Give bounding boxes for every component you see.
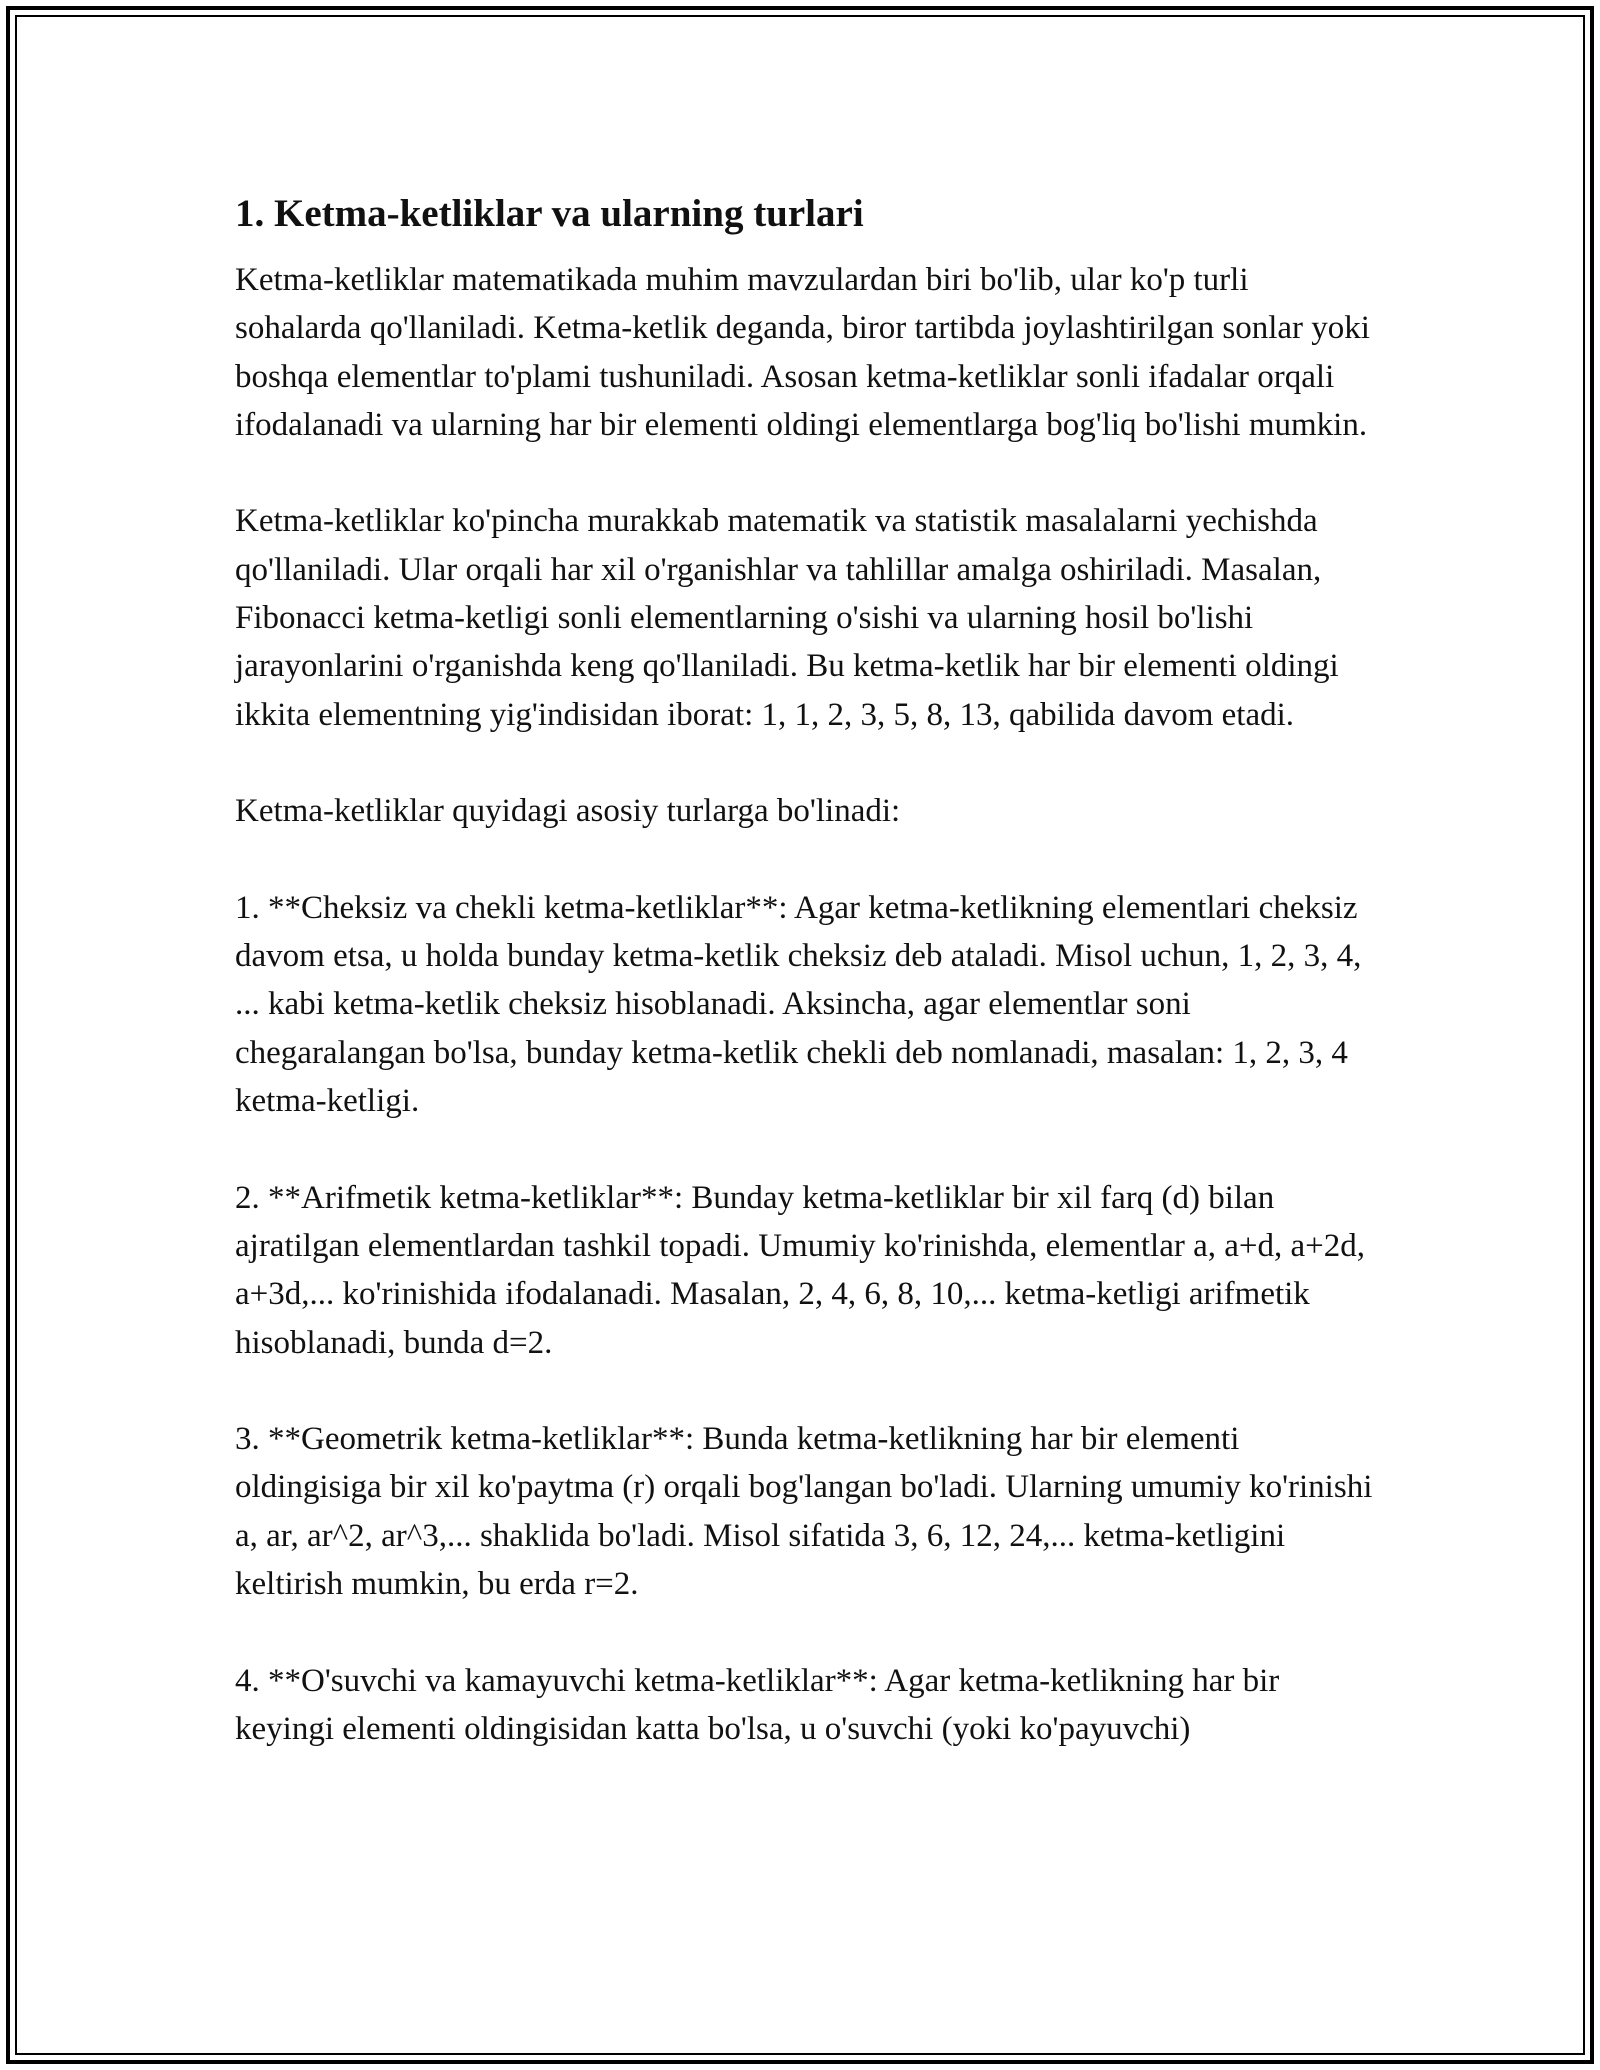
paragraph-intro: Ketma-ketliklar matematikada muhim mavzulardan biri bo'lib, ular ko'p turli sohalarda qo'llaniladi. Ketma-ketlik deganda, biror tartibda joylashtirilgan sonlar yoki boshqa elementlar to'plami tushuniladi. Asosan ketma-ketliklar sonli ifadalar orqali ifodalanadi va ularning har bir elementi oldingi elementlarga bog'liq bo'lishi mumkin. (235, 262, 1370, 443)
list-item-arithmetic: 2. **Arifmetik ketma-ketliklar**: Bunday ketma-ketliklar bir xil farq (d) bilan ajratilgan elementlardan tashkil topadi. Umumiy ko'rinishda, elementlar a, a+d, a+2d, a+3d,... ko'rinishida ifodalanadi. Masalan, 2, 4, 6, 8, 10,... ketma-ketligi arifmetik hisoblanadi, bunda d=2. (235, 1179, 1365, 1361)
paragraph-fibonacci: Ketma-ketliklar ko'pincha murakkab matematik va statistik masalalarni yechishda qo'llaniladi. Ular orqali har xil o'rganishlar va tahlillar amalga oshiriladi. Masalan, Fibonacci ketma-ketligi sonli elementlarning o'sishi va ularning hosil bo'lishi jarayonlarini o'rganishda keng qo'llaniladi. Bu ketma-ketlik har bir elementi oldingi ikkita elementning yig'indisidan iborat: 1, 1, 2, 3, 5, 8, 13, qabilida davom etadi. (235, 503, 1339, 733)
paragraph-types-lead: Ketma-ketliklar quyidagi asosiy turlarga bo'linadi: (235, 793, 901, 830)
list-item-infinite-finite: 1. **Cheksiz va chekli ketma-ketliklar**: Agar ketma-ketlikning elementlari cheksiz davom etsa, u holda bunday ketma-ketlik cheksiz deb ataladi. Misol uchun, 1, 2, 3, 4, ... kabi ketma-ketlik cheksiz hisoblanadi. Aksincha, agar elementlar soni chegaralangan bo'lsa, bunday ketma-ketlik chekli deb nomlanadi, masalan: 1, 2, 3, 4 ketma-ketligi. (235, 889, 1362, 1120)
list-item-increasing-decreasing: 4. **O'suvchi va kamayuvchi ketma-ketliklar**: Agar ketma-ketlikning har bir keyingi elementi oldingisidan katta bo'lsa, u o'suvchi (yoki ko'payuvchi) (235, 1662, 1280, 1747)
list-item-geometric: 3. **Geometrik ketma-ketliklar**: Bunda ketma-ketlikning har bir elementi oldingisiga bir xil ko'paytma (r) orqali bog'langan bo'ladi. Ularning umumiy ko'rinishi a, ar, ar^2, ar^3,... shaklida bo'ladi. Misol sifatida 3, 6, 12, 24,... ketma-ketligini keltirish mumkin, bu erda r=2. (235, 1421, 1373, 1603)
section-heading: 1. Ketma-ketliklar va ularning turlari (235, 192, 864, 235)
document-body (235, 186, 1375, 1753)
